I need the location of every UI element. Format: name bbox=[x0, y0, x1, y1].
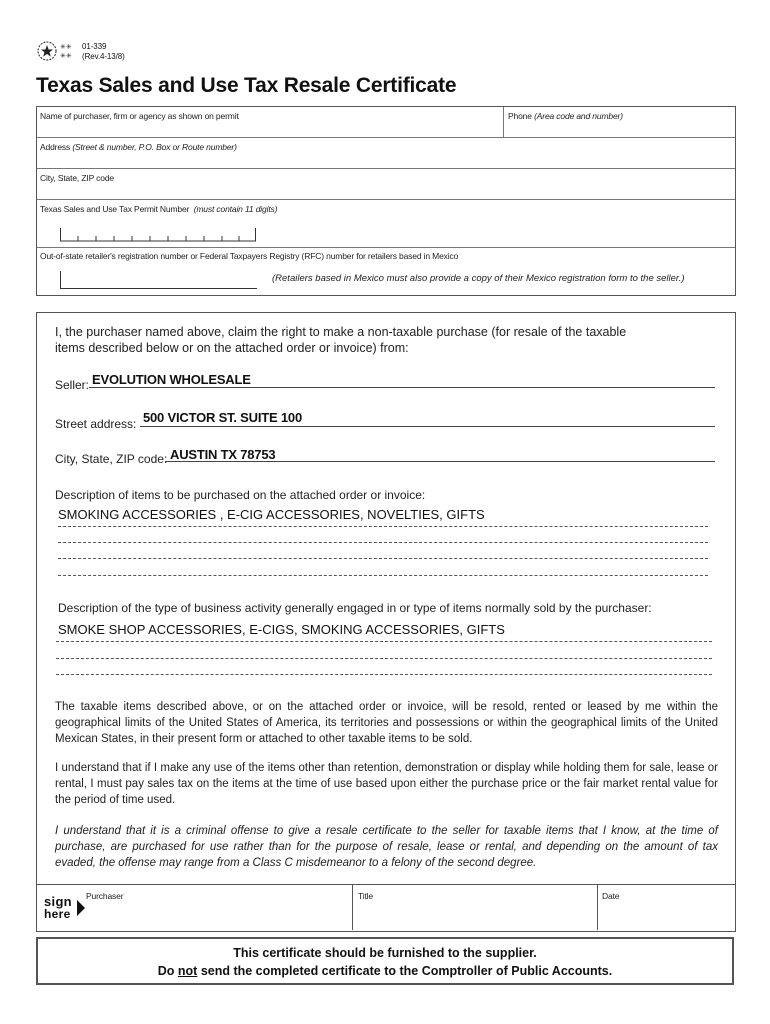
page-title: Texas Sales and Use Tax Resale Certificate bbox=[36, 74, 457, 97]
sign-here-icon bbox=[44, 896, 86, 924]
phone-field[interactable] bbox=[508, 111, 730, 135]
footer-line2 bbox=[36, 964, 734, 978]
purchaser-signature-label: Purchaser bbox=[86, 891, 124, 901]
title-field[interactable] bbox=[358, 886, 594, 928]
purchaser-name-field[interactable] bbox=[40, 111, 500, 135]
business-description-label: Description of the type of business activity generally engaged in or type of items normally sold by the purchaser: bbox=[58, 601, 652, 615]
sign-here-line1: sign bbox=[44, 894, 72, 909]
seller-city-value[interactable]: AUSTIN TX 78753 bbox=[170, 447, 276, 462]
phone-hint: (Area code and number) bbox=[534, 111, 623, 121]
title-label: Title bbox=[358, 891, 373, 901]
use-tax-statement: I understand that if I make any use of the items other than retention, demonstration or display while holding them for sale, lease or rental, I must pay sales tax on the items at the time of use based upon either the purchase price or the fair market rental value for the period of time used. bbox=[55, 762, 718, 806]
seller-label: Seller: bbox=[55, 378, 90, 392]
street-address-label: Street address: bbox=[55, 417, 137, 431]
city-state-zip-field[interactable] bbox=[40, 173, 730, 197]
date-label: Date bbox=[602, 891, 620, 901]
address-hint: (Street & number, P.O. Box or Route number) bbox=[72, 142, 237, 152]
texas-seal-logo bbox=[36, 40, 76, 62]
seller-value[interactable]: EVOLUTION WHOLESALE bbox=[92, 372, 251, 387]
street-address-value[interactable]: 500 VICTOR ST. SUITE 100 bbox=[143, 410, 302, 425]
address-label: Address bbox=[40, 142, 71, 152]
items-description-label: Description of items to be purchased on the attached order or invoice: bbox=[55, 488, 426, 502]
date-field[interactable] bbox=[602, 886, 732, 928]
city-state-zip-label: City, State, ZIP code bbox=[40, 173, 115, 183]
items-description-value[interactable]: SMOKING ACCESSORIES , E-CIG ACCESSORIES, NOVELTIES, GIFTS bbox=[58, 507, 485, 522]
mexico-note: (Retailers based in Mexico must also provide a copy of their Mexico registration form to the seller.) bbox=[272, 273, 685, 284]
permit-digit-boxes[interactable] bbox=[60, 228, 256, 242]
footer-line2-post: send the completed certificate to the Comptroller of Public Accounts. bbox=[197, 964, 613, 978]
permit-number-label: Texas Sales and Use Tax Permit Number bbox=[40, 204, 190, 214]
purchaser-name-label: Name of purchaser, firm or agency as shown on permit bbox=[40, 111, 239, 121]
sign-here-line2: here bbox=[44, 907, 71, 921]
resale-statement: The taxable items described above, or on the attached order or invoice, will be resold, rented or leased by me within the geographical limits of the United States of America, its territories and possessions or within the geographical limits of the United Mexican States, in their present form or attached to other taxable items to be sold. bbox=[55, 701, 718, 745]
footer-line2-not: not bbox=[177, 964, 198, 978]
svg-text:✳✳: ✳✳ bbox=[60, 53, 72, 60]
business-description-value[interactable]: SMOKE SHOP ACCESSORIES, E-CIGS, SMOKING ACCESSORIES, GIFTS bbox=[58, 622, 505, 637]
criminal-offense-statement: I understand that it is a criminal offense to give a resale certificate to the seller for taxable items that I know, at the time of purchase, are purchased for use rather than for the purpose of resale, lease or rental, and depending on the amount of tax evaded, the offense may range from a Class C misdemeanor to a felony of the second degree. bbox=[55, 825, 718, 869]
claim-intro-line1: I, the purchaser named above, claim the right to make a non-taxable purchase (for resale of the taxable bbox=[55, 325, 627, 339]
out-of-state-label: Out-of-state retailer's registration number or Federal Taxpayers Registry (RFC) number for retailers based in Mexico bbox=[40, 251, 459, 261]
out-of-state-number-field[interactable] bbox=[60, 271, 257, 289]
permit-number-hint: (must contain 11 digits) bbox=[193, 204, 278, 214]
address-field[interactable] bbox=[40, 142, 730, 166]
revision: (Rev.4-13/8) bbox=[82, 52, 125, 61]
claim-intro-line2: items described below or on the attached order or invoice) from: bbox=[55, 341, 409, 355]
footer-line2-pre: Do bbox=[157, 964, 178, 978]
phone-label: Phone bbox=[508, 111, 532, 121]
footer-line1: This certificate should be furnished to the supplier. bbox=[233, 946, 537, 960]
svg-text:✳✳: ✳✳ bbox=[60, 44, 72, 51]
form-number: 01-339 bbox=[82, 42, 107, 51]
purchaser-signature-field[interactable] bbox=[86, 886, 350, 928]
seller-city-label: City, State, ZIP code: bbox=[55, 452, 168, 466]
